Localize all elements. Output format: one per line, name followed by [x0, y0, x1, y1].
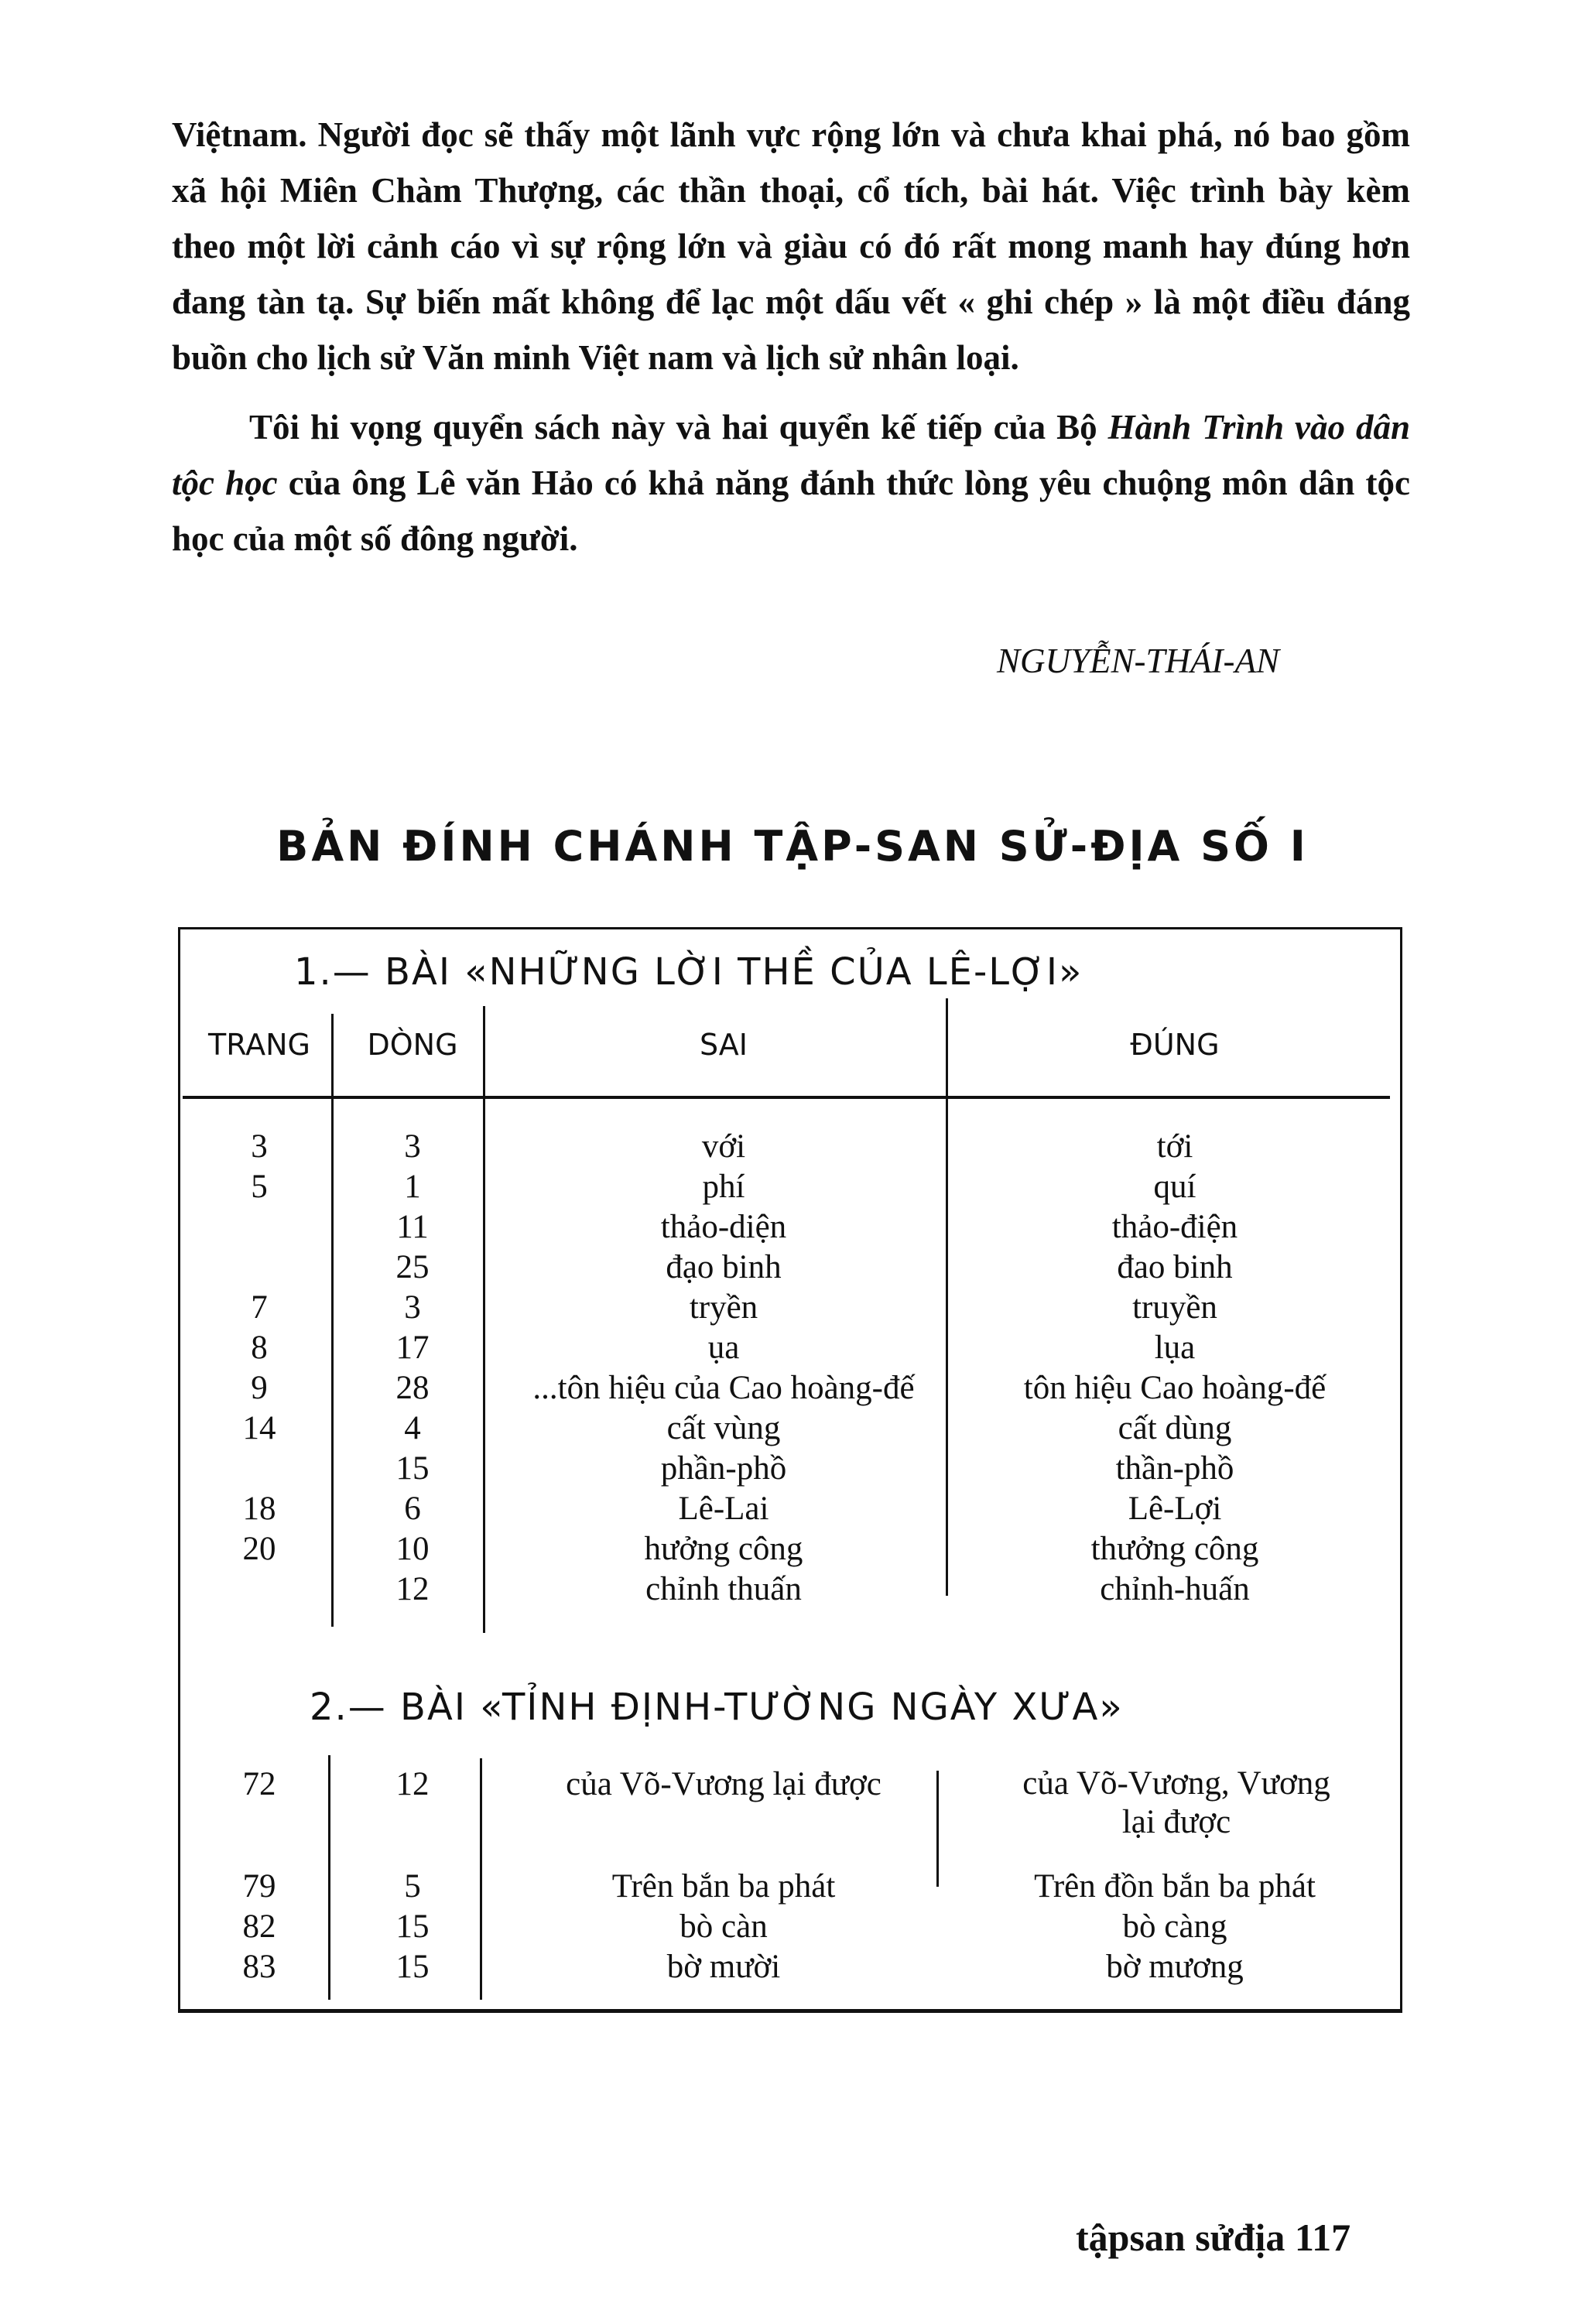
table-row — [178, 1288, 1398, 1328]
author-signature: NGUYỄN-THÁI-AN — [997, 642, 1280, 680]
cell-dung: thần-phồ — [1115, 1450, 1234, 1487]
table-row — [178, 1529, 1398, 1569]
cell-dong: 11 — [396, 1209, 429, 1245]
cell-dong: 3 — [404, 1128, 421, 1165]
cell-dung: bò càng — [1122, 1908, 1227, 1945]
table-row — [178, 1907, 1398, 1947]
cell-sai: ...tôn hiệu của Cao hoàng-đế — [532, 1370, 915, 1406]
cell-dong: 4 — [404, 1410, 421, 1446]
cell-dung: cất dùng — [1118, 1410, 1232, 1446]
cell-sai: Lê-Lai — [678, 1491, 769, 1527]
cell-trang: 20 — [242, 1531, 276, 1567]
cell-dung: tới — [1156, 1128, 1193, 1165]
intro-paragraph-1: Việtnam. Người đọc sẽ thấy một lãnh vực rộng lớn và chưa khai phá, nó bao gồm xã hội Miên Chàm Thượng, các thần thoại, cổ tích, bài hát. Việc trình bày kèm theo một lời cảnh cáo vì sự rộng lớn và giàu có đó rất mong manh hay đúng hơn đang tàn tạ. Sự biến mất không để lạc một dấu vết « ghi chép » là một điều đáng buồn cho lịch sử Văn minh Việt nam và lịch sử nhân loại. — [172, 115, 1410, 377]
cell-sai: phần-phồ — [660, 1450, 787, 1487]
table-row — [178, 1489, 1398, 1529]
table-row — [178, 1867, 1398, 1907]
errata-title: BẢN ĐÍNH CHÁNH TẬP-SAN SỬ-ĐỊA SỐ I — [276, 822, 1309, 871]
cell-trang: 72 — [242, 1766, 276, 1802]
cell-dong: 1 — [404, 1169, 421, 1205]
paragraph-2-start: Tôi hi vọng quyển sách này và hai quyển kế tiếp của Bộ — [249, 408, 1108, 447]
table-row — [178, 1127, 1398, 1167]
intro-paragraph-2 — [172, 399, 1410, 566]
cell-dong: 10 — [395, 1531, 430, 1567]
cell-dong: 6 — [404, 1491, 421, 1527]
section-2-heading: 2.— BÀI «TỈNH ĐỊNH-TƯỜNG NGÀY XƯA» — [310, 1686, 1124, 1729]
cell-dung: đao binh — [1117, 1249, 1233, 1285]
cell-sai: bờ mười — [666, 1949, 781, 1985]
cell-dong: 25 — [395, 1249, 430, 1285]
cell-trang: 9 — [251, 1370, 268, 1406]
cell-dung: Lê-Lợi — [1128, 1491, 1222, 1527]
cell-dong: 15 — [395, 1949, 430, 1985]
table-row — [178, 1408, 1398, 1449]
column-header-sai: SAI — [699, 1028, 748, 1062]
cell-dung: tôn hiệu Cao hoàng-đế — [1023, 1370, 1327, 1406]
cell-trang: 14 — [242, 1410, 276, 1446]
cell-dong: 5 — [404, 1868, 421, 1905]
cell-trang: 79 — [242, 1868, 276, 1905]
cell-sai: đạo binh — [666, 1249, 782, 1285]
cell-trang: 18 — [242, 1491, 276, 1527]
cell-sai: cất vùng — [666, 1410, 781, 1446]
header-separator — [183, 1096, 1390, 1099]
cell-dung: truyền — [1132, 1289, 1217, 1326]
paragraph-2-end: của ông Lê văn Hảo có khả năng đánh thức lòng yêu chuộng môn dân tộc học của một số đông người. — [172, 464, 1410, 558]
cell-sai: chỉnh thuấn — [645, 1571, 802, 1607]
table-row — [178, 1764, 1398, 1850]
table-row — [178, 1167, 1398, 1207]
table-row — [178, 1449, 1398, 1489]
cell-dung: của Võ-Vương, Vương lại được — [1022, 1765, 1330, 1840]
cell-dong: 12 — [395, 1571, 430, 1607]
page-footer — [1076, 2215, 1351, 2260]
cell-sai: bò càn — [680, 1908, 768, 1945]
cell-sai: ụa — [707, 1330, 740, 1366]
cell-dung: quí — [1153, 1169, 1196, 1205]
cell-sai: của Võ-Vương lại được — [566, 1766, 882, 1802]
cell-dong: 15 — [395, 1908, 430, 1945]
cell-dong: 28 — [395, 1370, 430, 1406]
journal-name: tậpsan sửđịa — [1076, 2216, 1285, 2259]
table-row — [178, 1248, 1398, 1288]
cell-sai: phí — [702, 1169, 745, 1205]
column-header-dung: ĐÚNG — [1130, 1028, 1220, 1062]
cell-trang: 8 — [251, 1330, 268, 1366]
cell-dong: 3 — [404, 1289, 421, 1326]
cell-dung: bờ mương — [1106, 1949, 1244, 1985]
book-series-title: Hành Trình vào dân tộc học — [172, 408, 1410, 502]
cell-trang: 3 — [251, 1128, 268, 1165]
page-number: 117 — [1294, 2216, 1351, 2259]
cell-sai: tryền — [689, 1289, 758, 1326]
table-row — [178, 1207, 1398, 1248]
cell-dong: 12 — [395, 1766, 430, 1802]
cell-dung: thưởng công — [1090, 1531, 1259, 1567]
cell-trang: 82 — [242, 1908, 276, 1945]
cell-trang: 5 — [251, 1169, 268, 1205]
cell-dung: lụa — [1154, 1330, 1196, 1366]
cell-sai: hưởng công — [644, 1531, 803, 1567]
cell-dung: chỉnh-huấn — [1100, 1571, 1250, 1607]
column-header-dong: DÒNG — [367, 1028, 458, 1062]
column-header-trang: TRANG — [208, 1028, 310, 1062]
intro-text — [172, 107, 1410, 566]
table-row — [178, 1569, 1398, 1610]
cell-dung: thảo-điện — [1111, 1209, 1238, 1245]
cell-trang: 83 — [242, 1949, 276, 1985]
cell-sai: với — [701, 1128, 746, 1165]
table-row — [178, 1368, 1398, 1408]
table-row — [178, 1328, 1398, 1368]
cell-sai: thảo-diện — [660, 1209, 787, 1245]
table-row — [178, 1947, 1398, 1987]
cell-dung: Trên đồn bắn ba phát — [1034, 1868, 1316, 1905]
cell-dong: 17 — [395, 1330, 430, 1366]
cell-dong: 15 — [395, 1450, 430, 1487]
cell-sai: Trên bắn ba phát — [611, 1868, 836, 1905]
section-1-heading: 1.— BÀI «NHỮNG LỜI THỀ CỦA LÊ-LỢI» — [294, 950, 1083, 994]
cell-trang: 7 — [251, 1289, 268, 1326]
